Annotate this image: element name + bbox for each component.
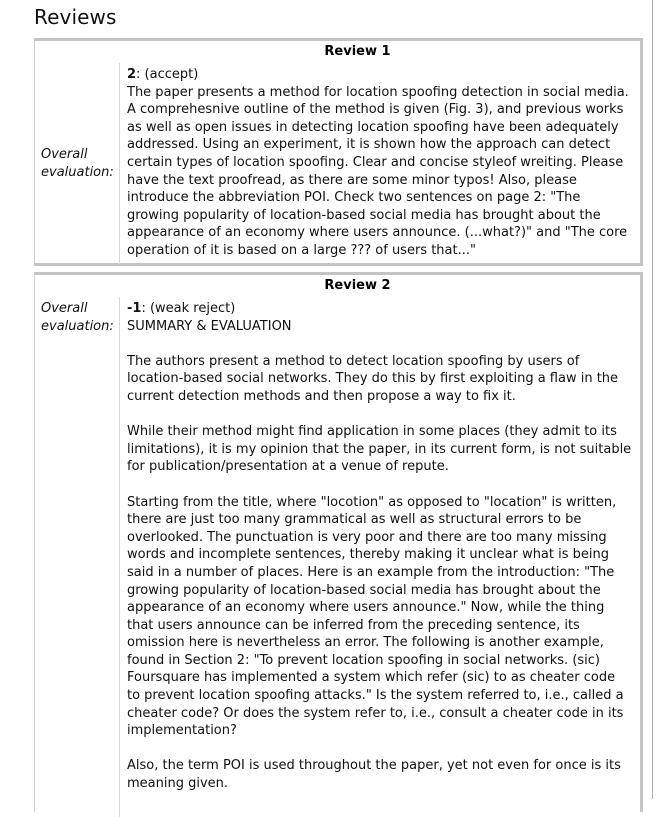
review-subtitle: SUMMARY & EVALUATION [127,318,292,334]
label-text: Overall evaluation: [41,146,114,180]
review-paragraph: Starting from the title, where "locotion" as opposed to "location" is written, there are just too many grammatical as well as structural errors to be overlooked. The punctuation is very poor and there are too many missing words and incomplete sentences, thereby making it unclear what is being said in a number of places. Here is an example from the introduction: "The growing popularity of location-based social media has brought about the appearance of an economy where users announce." Now, while the thing that users announce can be inferred from the preceding sentence, its omission here is nevertheless an error. The following is another example, found in Section 2: "To prevent location spoofing in social networks. (sic) Foursquare has implemented a system which refer (sic) to as cheater code to prevent location spoofing attacks." Is the system referred to, i.e., called a cheater code? Or does the system refer to, i.e., consult a cheater code in its implementation? [127,494,624,739]
review-1-table [34,38,643,266]
overall-evaluation-label [35,63,120,264]
review-header: Review 1 [324,44,391,59]
overall-evaluation-label [35,297,120,817]
score-line [127,66,632,84]
review-header: Review 2 [324,278,391,293]
verdict: : (accept) [136,67,199,82]
verdict: : (weak reject) [141,301,236,316]
page-title: Reviews [34,5,117,29]
review-2-table [34,272,643,812]
review-paragraph: While their method might find application in some places (they admit to its limitations), it is my opinion that the paper, in its current form, is not suitable for publication/presentation at a venue of repute. [127,424,632,475]
overall-evaluation-row [35,297,640,817]
review-paragraph: Also, the term POI is used throughout the paper, yet not even for once is its meaning given. [127,758,621,792]
score: 2 [127,67,137,82]
review-text: The paper presents a method for location spoofing detection in social media. A comprehesnive outline of the method is given (Fig. 3), and previous works as well as open issues in detecting location spoofing have been adequately addressed. Using an experiment, it is shown how the approach can detect certain types of location spoofing. Clear and concise styleof wreiting. Please have the text proofread, as there are some minor typos! Also, please introduce the abbreviation POI. Check two sentences on page 2: "The growing popularity of location-based social media has brought about the appearance of an economy where users announce. (...what?)" and "The core operation of it is based on a large ??? of users that..." [127,84,629,258]
label-text: Overall evaluation: [41,301,114,334]
review-paragraph: The authors present a method to detect location spoofing by users of location-based social networks. They do this by first exploiting a flaw in the current detection methods and then propose a way to fix it. [127,353,619,404]
overall-evaluation-row [35,63,640,264]
score: -1 [127,301,142,316]
score-line [127,300,632,318]
page-right-border [652,0,653,799]
overall-evaluation-value [120,297,640,817]
overall-evaluation-value [120,63,640,264]
